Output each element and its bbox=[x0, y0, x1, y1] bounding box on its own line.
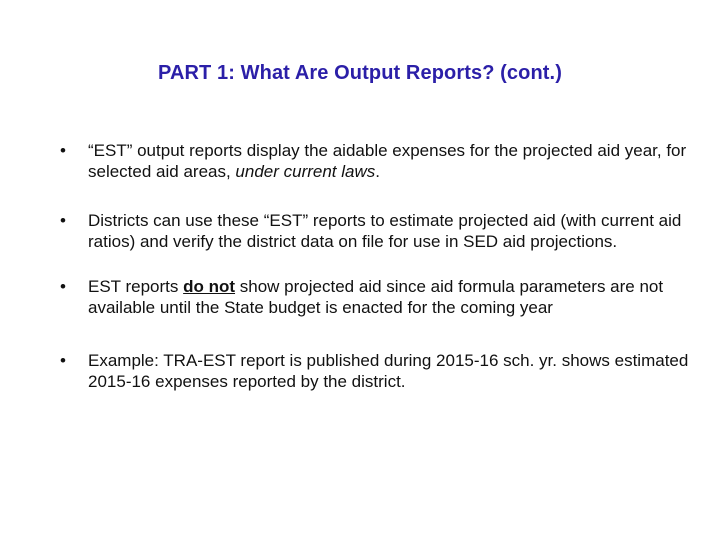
bullet-text bbox=[88, 276, 700, 318]
bullet-underlined-text: do not bbox=[183, 277, 236, 296]
bullet-text-part: “EST” output reports display the aidable expenses for the projected aid year, for selected aid areas, bbox=[88, 141, 687, 181]
bullet-list bbox=[60, 140, 700, 420]
bullet-dot: • bbox=[60, 141, 66, 160]
bullet-dot: • bbox=[60, 211, 66, 230]
bullet-text: Example: TRA-EST report is published during 2015-16 sch. yr. shows estimated 2015-16 expenses reported by the district. bbox=[88, 351, 689, 391]
bullet-text-part: EST reports bbox=[88, 277, 184, 296]
bullet-dot: • bbox=[60, 351, 66, 370]
bullet-text-part: . bbox=[375, 162, 380, 181]
bullet-item bbox=[60, 350, 700, 392]
bullet-emphasis-text: under current laws bbox=[235, 162, 376, 181]
slide-title: PART 1: What Are Output Reports? (cont.) bbox=[158, 62, 562, 84]
bullet-dot: • bbox=[60, 277, 66, 296]
bullet-text bbox=[88, 140, 700, 182]
bullet-text-part: show projected aid since aid formula parameters are not available until the State budget is enacted for the coming year bbox=[88, 277, 664, 317]
bullet-item bbox=[60, 276, 700, 318]
bullet-item bbox=[60, 210, 700, 252]
bullet-text: Districts can use these “EST” reports to estimate projected aid (with current aid ratios) and verify the district data on file for use in SED aid projections. bbox=[88, 211, 682, 251]
bullet-item bbox=[60, 140, 700, 182]
